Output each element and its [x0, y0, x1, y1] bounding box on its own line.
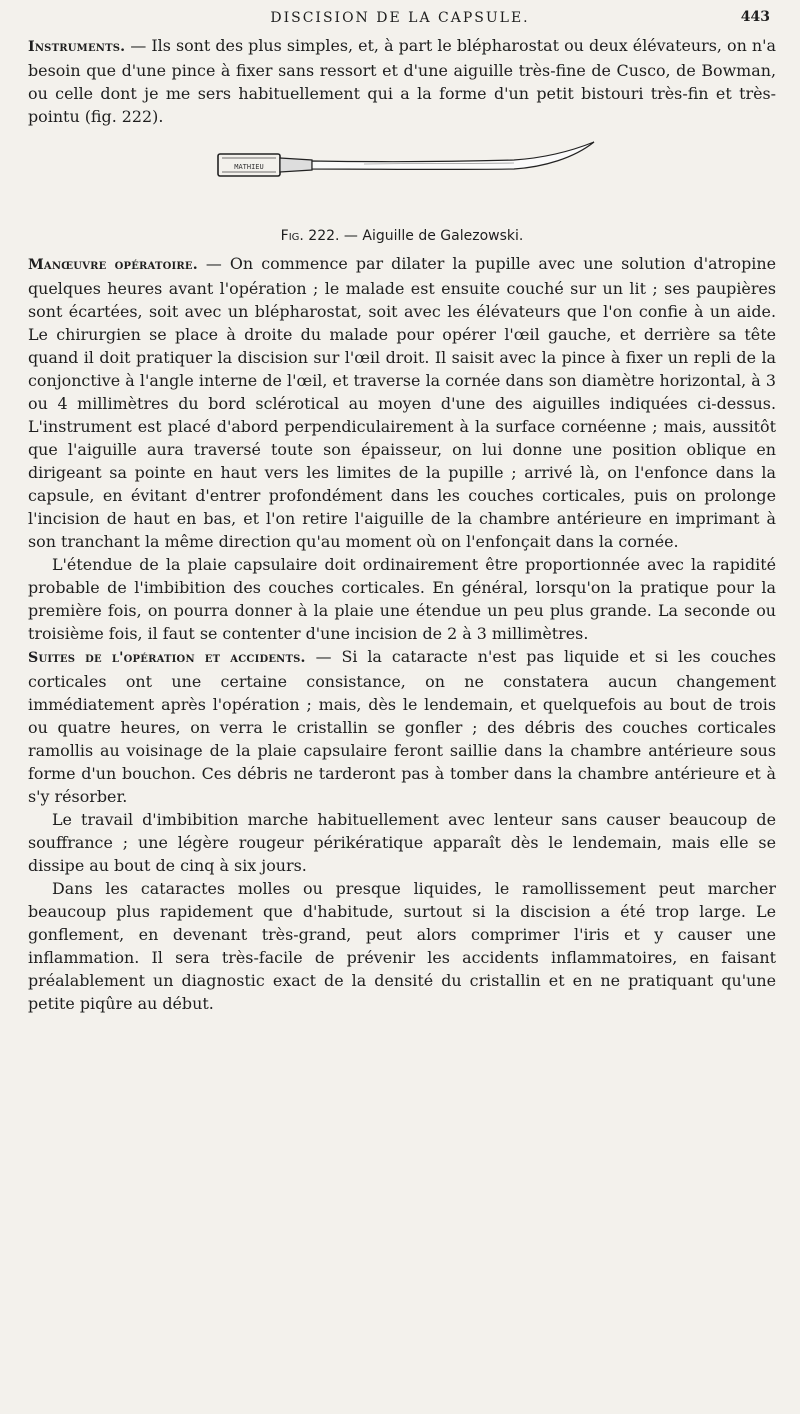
needle-illustration	[214, 136, 614, 206]
section-lead-instruments: Instruments.	[28, 39, 126, 55]
paragraph-text: — Si la cataracte n'est pas liquide et si les couches corticales ont une certaine consistance, on ne constatera aucun changement immédiatement après l'opération ; mais, dès le lendemain, et quelquefois au bout de trois ou quatre heures, on verra le cristallin se gonfler ; des débris des couches corticales ramollis au voisinage de la plaie capsulaire feront saillie dans la chambre antérieure sous forme d'un bouchon. Ces débris ne tarderont pas à tomber dans la chambre antérieure et à s'y résorber.	[28, 647, 776, 806]
page-body	[28, 34, 776, 1015]
figure-222	[28, 130, 776, 252]
figure-caption-text: — Aiguille de Galezowski.	[339, 228, 524, 244]
paragraph-molles: Dans les cataractes molles ou presque liquides, le ramollissement peut marcher beaucoup plus rapidement que d'habitude, surtout si la discision a été trop large. Le gonflement, en devenant très-grand, peut alors comprimer l'iris et y causer une inflammation. Il sera très-facile de prévenir les accidents inflammatoires, en faisant préalablement un diagnostic exact de la densité du cristallin et en ne pratiquant qu'une petite piqûre au début.	[28, 879, 776, 1013]
paragraph-text: — Ils sont des plus simples, et, à part le blépharostat ou deux élévateurs, on n'a besoin que d'une pince à fixer sans ressort et d'une aiguille très-fine de Cusco, de Bowman, ou celle dont je me sers habituellement qui a la forme d'un petit bistouri très-fin et très-pointu (fig. 222).	[28, 36, 776, 126]
paragraph-instruments	[28, 34, 776, 128]
running-title: DISCISION DE LA CAPSULE.	[270, 10, 530, 26]
needle-ferrule	[280, 158, 312, 172]
paragraph-suites	[28, 645, 776, 808]
paragraph-travail: Le travail d'imbibition marche habituellement avec lenteur sans causer beaucoup de souffrance ; une légère rougeur périkératique apparaît dès le lendemain, mais elle se dissipe au bout de cinq à six jours.	[28, 810, 776, 875]
needle-blade	[312, 142, 594, 169]
running-header	[0, 8, 800, 30]
needle-handle-mark: MATHIEU	[234, 163, 264, 171]
figure-label: Fig. 222.	[280, 228, 340, 244]
section-lead-suites: Suites de l'opération et accidents.	[28, 650, 306, 666]
figure-caption	[28, 228, 776, 244]
paragraph-manoeuvre	[28, 252, 776, 553]
section-lead-manoeuvre: Manœuvre opératoire.	[28, 257, 198, 273]
page-number: 443	[740, 9, 770, 25]
paragraph-etendue: L'étendue de la plaie capsulaire doit ordinairement être proportionnée avec la rapidité probable de l'imbibition des couches corticales. En général, lorsqu'on la pratique pour la première fois, on pourra donner à la plaie une étendue un peu plus grande. La seconde ou troisième fois, il faut se contenter d'une incision de 2 à 3 millimètres.	[28, 555, 776, 643]
paragraph-text: — On commence par dilater la pupille avec une solution d'atropine quelques heures avant l'opération ; le malade est ensuite couché sur un lit ; ses paupières sont écartées, soit avec un blépharostat, soit avec les élévateurs que l'on confie à un aide. Le chirurgien se place à droite du malade pour opérer l'œil gauche, et derrière sa tête quand il doit pratiquer la discision sur l'œil droit. Il saisit avec la pince à fixer un repli de la conjonctive à l'angle interne de l'œil, et traverse la cornée dans son diamètre horizontal, à 3 ou 4 millimètres du bord sclérotical au moyen d'une des aiguilles indiquées ci-dessus. L'instrument est placé d'abord perpendiculairement à la surface cornéenne ; mais, aussitôt que l'aiguille aura traversé toute son épaisseur, on lui donne une position oblique en dirigeant sa pointe en haut vers les limites de la pupille ; arrivé là, on l'enfonce dans la capsule, en évitant d'entrer profondément dans les couches corticales, puis on prolonge l'incision de haut en bas, et l'on retire l'aiguille de la chambre antérieure en imprimant à son tranchant la même direction qu'au moment où on l'enfonçait dans la cornée.	[28, 254, 776, 551]
